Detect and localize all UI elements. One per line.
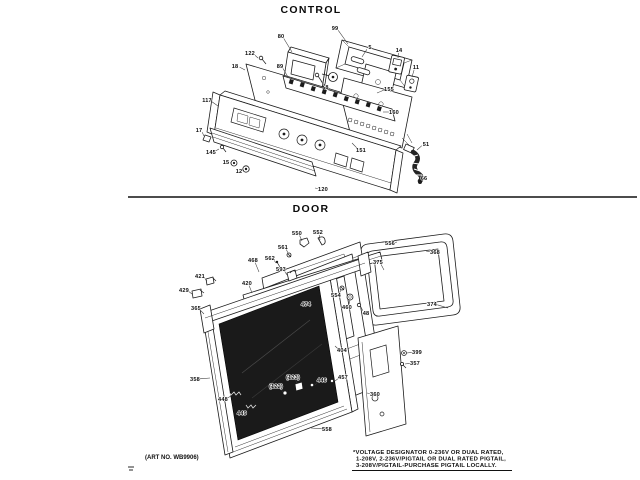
washer-399	[402, 351, 407, 356]
part-label-449: 449	[237, 411, 247, 417]
page-mark	[128, 467, 134, 470]
part-label-552: 552	[313, 230, 323, 236]
door-glass-375	[374, 249, 444, 309]
part-label-89: 89	[276, 64, 284, 70]
part-label-420: 420	[242, 281, 252, 287]
part-label-117: 117	[202, 98, 212, 104]
part-label-11: 11	[412, 65, 420, 71]
part-leader-358	[200, 378, 210, 379]
knob-12	[243, 166, 249, 172]
part-label-145: 145	[206, 150, 216, 156]
part-leader-429	[189, 291, 193, 294]
screw-122	[259, 56, 266, 64]
voltage-note-line1: *VOLTAGE DESIGNATOR 0-236V OR DUAL RATED,	[353, 450, 504, 456]
part-leader-558	[311, 428, 322, 429]
knob-15	[231, 160, 237, 166]
part-label-474: 474	[301, 302, 311, 308]
part-leader-80	[284, 39, 292, 53]
part-label-66: 66	[420, 176, 428, 182]
part-leader-18	[240, 67, 245, 70]
control-diagram	[196, 26, 430, 193]
part-leader-145	[216, 149, 219, 151]
part-label-358: 358	[190, 377, 200, 383]
voltage-note-line3: 3-208V/PIGTAIL-PURCHASE PIGTAIL LOCALLY.	[356, 463, 497, 469]
control-section-title: CONTROL	[280, 4, 342, 16]
part-label-48: 48	[362, 311, 370, 317]
screw-554	[340, 286, 344, 290]
screw-429	[192, 289, 204, 298]
part-label-80: 80	[277, 34, 285, 40]
part-label-365: 365	[191, 306, 201, 312]
part-leader-17	[202, 132, 204, 136]
part-label-122: 122	[245, 51, 255, 57]
part-label-558: 558	[322, 427, 332, 433]
part-label-374: 374	[427, 302, 437, 308]
part-label-99: 99	[331, 26, 339, 32]
door-section-title: DOOR	[292, 203, 330, 215]
part-leader-51	[417, 146, 422, 150]
part-label-5: 5	[368, 45, 372, 51]
part-label-460: 460	[342, 305, 352, 311]
part-label-160: 160	[389, 110, 399, 116]
switch-11	[404, 75, 419, 92]
screw-457	[330, 379, 333, 382]
part-label-120: 120	[318, 187, 328, 193]
part-label-399: 399	[412, 350, 422, 356]
part-label-554: 554	[331, 293, 341, 299]
part-label-18: 18	[231, 64, 239, 70]
part-label-51: 51	[422, 142, 430, 148]
part-label-360: 360	[370, 392, 380, 398]
screw-561	[287, 253, 291, 257]
screw-421	[206, 277, 216, 285]
part-label-429: 429	[179, 288, 189, 294]
part-label-562: 562	[265, 256, 275, 262]
part-label-446: 446	[317, 378, 327, 384]
part-label-421: 421	[195, 274, 205, 280]
clip-552	[318, 237, 325, 245]
part-label-151: 151	[356, 148, 366, 154]
part-label-17: 17	[195, 128, 203, 134]
part-label-15: 15	[222, 160, 230, 166]
part-label-375: 375	[373, 260, 383, 266]
part-leader-468	[255, 263, 259, 272]
screw-145	[220, 145, 226, 152]
part-label-448: 448	[218, 397, 228, 403]
clip-123	[295, 382, 303, 391]
part-label-468: 468	[248, 258, 258, 264]
voltage-note-line2: 1-208V, 2-236V/PIGTAIL OR DUAL RATED PIGTAIL,	[356, 456, 506, 463]
part-label-368: 368	[430, 250, 440, 256]
part-label-561: 561	[278, 245, 288, 251]
part-label-8: 8	[325, 85, 329, 91]
part-label-593: 593	[276, 267, 286, 273]
nut-48	[357, 303, 360, 306]
grommet-460	[347, 294, 353, 300]
part-label-(123): (123)	[285, 375, 301, 381]
part-label-404: 404	[337, 348, 347, 354]
part-label-556: 556	[385, 241, 395, 247]
part-label-14: 14	[395, 48, 403, 54]
screw-122-door	[283, 391, 287, 395]
part-label-155: 155	[384, 87, 394, 93]
door-diagram	[179, 230, 460, 458]
hinge-bracket	[358, 326, 406, 436]
part-label-357: 357	[410, 361, 420, 367]
part-label-12: 12	[235, 169, 243, 175]
part-label-550: 550	[292, 231, 302, 237]
art-number: (ART NO. WB9906)	[145, 455, 199, 461]
part-label-(122): (122)	[268, 384, 284, 390]
part-label-457: 457	[338, 375, 348, 381]
clip-17	[203, 135, 211, 142]
